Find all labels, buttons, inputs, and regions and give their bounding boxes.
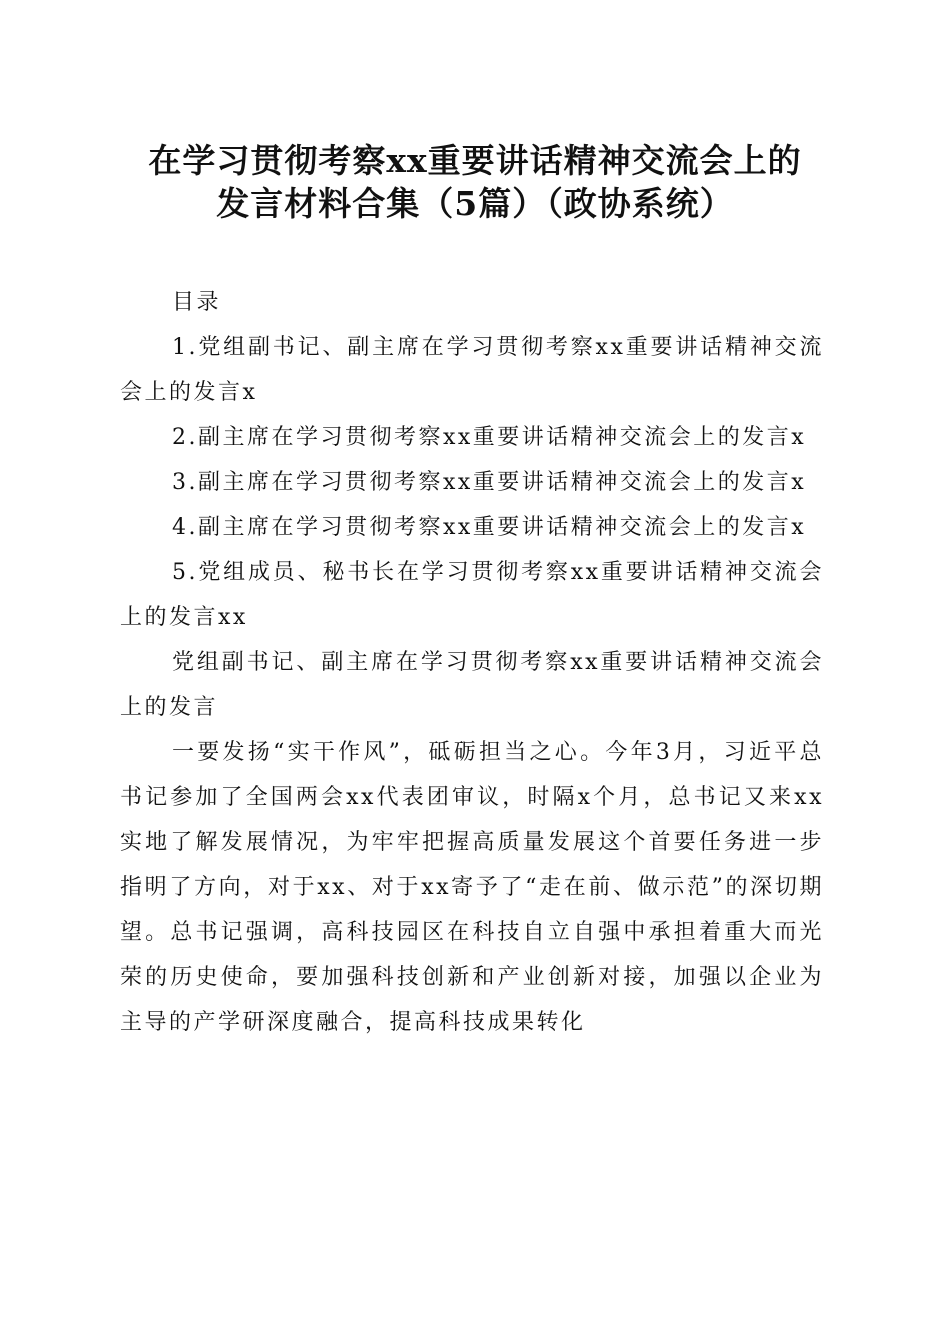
document-title-line-2: 发言材料合集（5篇）（政协系统） (216, 184, 734, 223)
body-paragraph: 一要发扬“实干作风”，砥砺担当之心。今年3月，习近平总书记参加了全国两会xx代表团审议，时隔x个月，总书记又来xx实地了解发展情况，为牢牢把握高质量发展这个首要任务进一步指明了方向，对于xx、对于xx寄予了“走在前、做示范”的深切期望。总书记强调，高科技园区在科技自立自强中承担着重大而光荣的历史使命，要加强科技创新和产业创新对接，加强以企业为主导的产学研深度融合，提高科技成果转化 (120, 740, 824, 1035)
toc-item-1: 1.党组副书记、副主席在学习贯彻考察xx重要讲话精神交流会上的发言x (120, 335, 824, 405)
section-heading: 党组副书记、副主席在学习贯彻考察xx重要讲话精神交流会上的发言 (120, 650, 824, 720)
document-title-line-1: 在学习贯彻考察xx重要讲话精神交流会上的 (148, 141, 802, 180)
toc-item-3: 3.副主席在学习贯彻考察xx重要讲话精神交流会上的发言x (172, 470, 807, 495)
toc-heading: 目录 (172, 290, 222, 315)
document-body (120, 280, 824, 1045)
toc-item-4: 4.副主席在学习贯彻考察xx重要讲话精神交流会上的发言x (172, 515, 807, 540)
toc-item-5: 5.党组成员、秘书长在学习贯彻考察xx重要讲话精神交流会上的发言xx (120, 560, 824, 630)
toc-item-2: 2.副主席在学习贯彻考察xx重要讲话精神交流会上的发言x (172, 425, 807, 450)
